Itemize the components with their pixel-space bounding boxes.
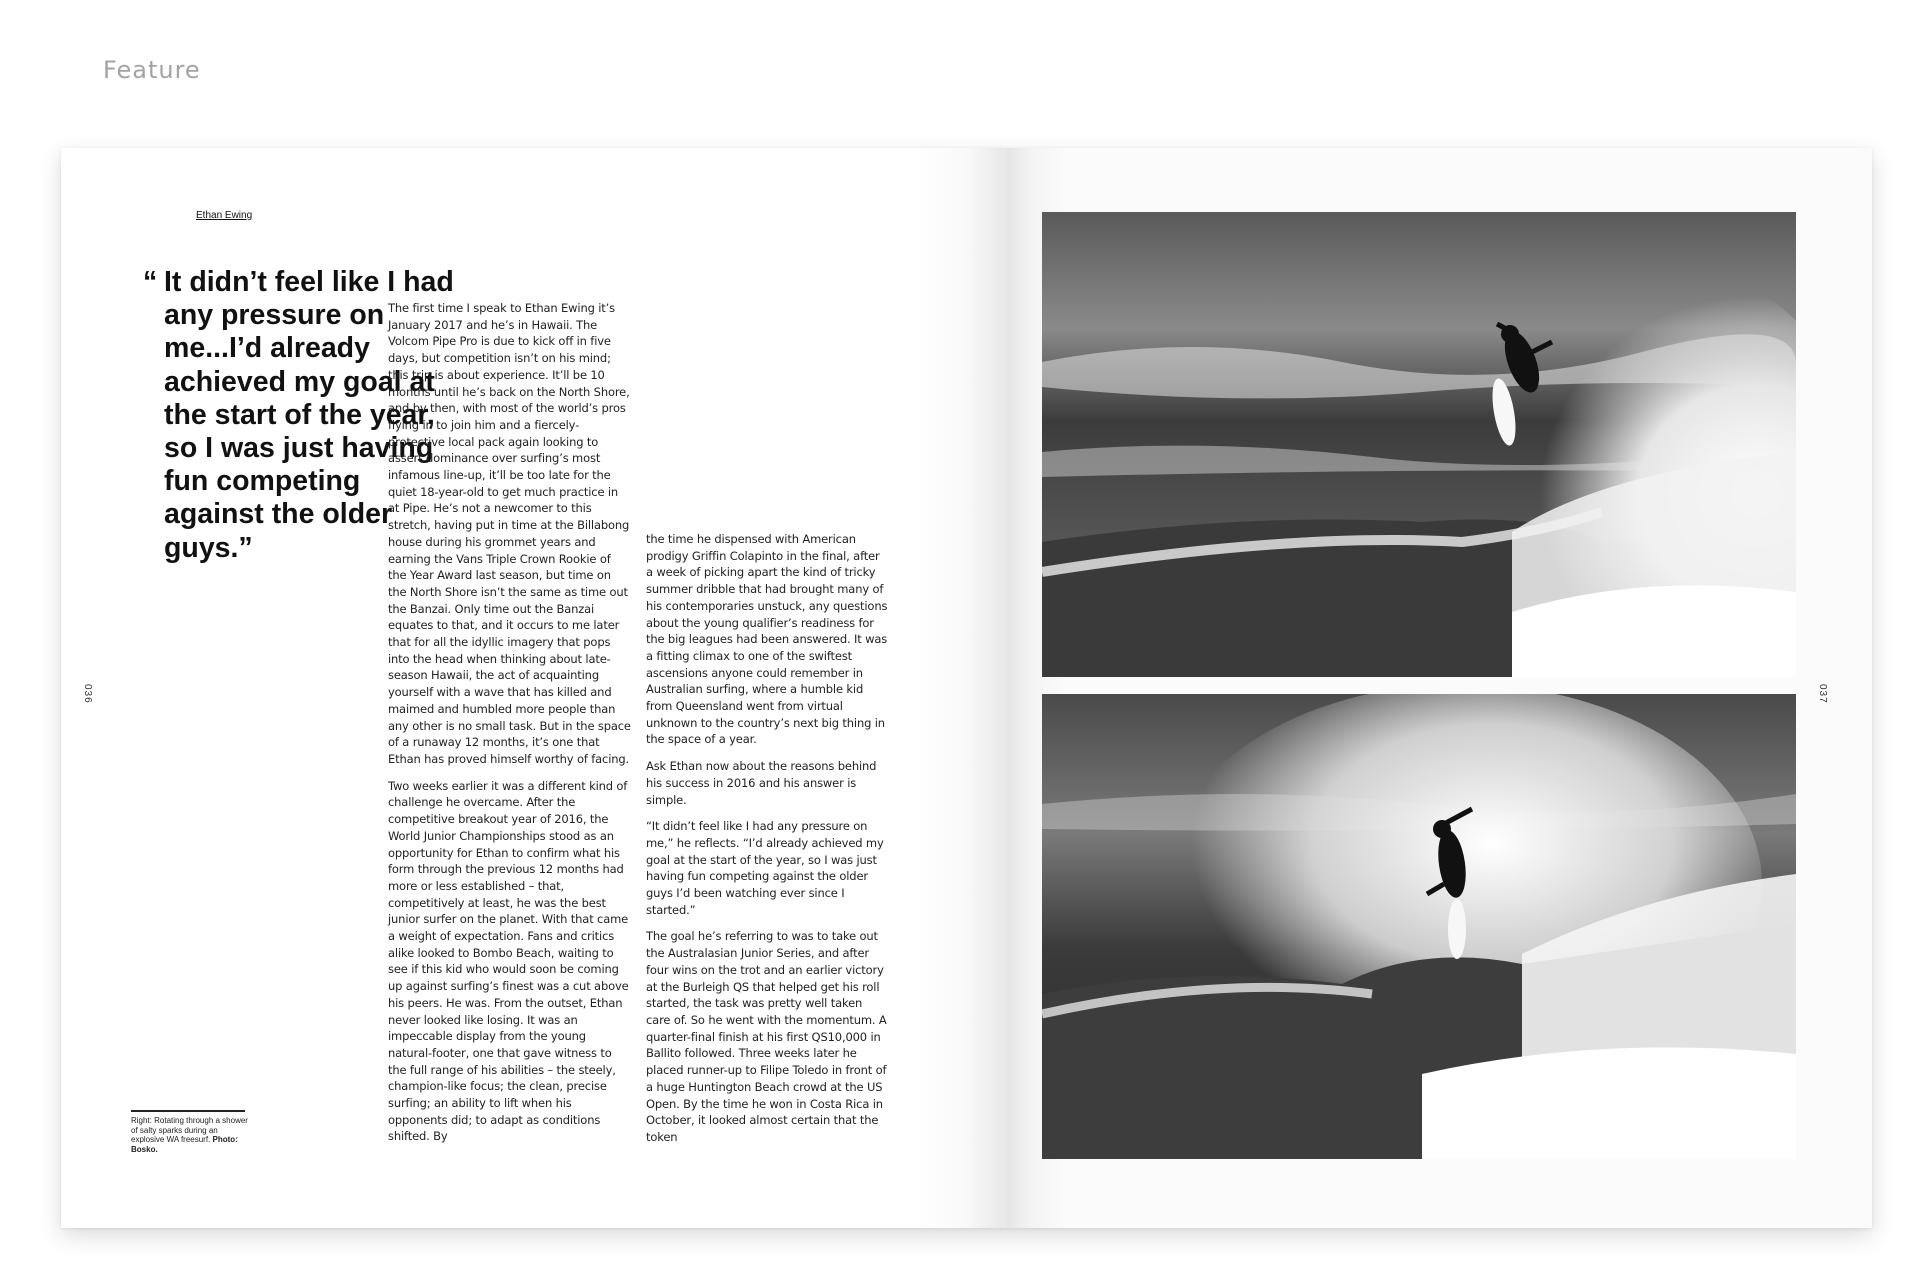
body-column-2 xyxy=(646,531,889,1156)
body-paragraph: Ask Ethan now about the reasons behind his success in 2016 and his answer is simple. xyxy=(646,759,877,807)
section-label: Feature xyxy=(103,56,201,84)
magazine-spread xyxy=(61,148,1872,1228)
photo-caption xyxy=(131,1116,251,1154)
body-paragraph: The goal he’s referring to was to take out the Australasian Junior Series, and after four wins on the trot and an earlier victory at the Burleigh QS that helped get his roll started, the task was pretty well taken care of. So he went with the momentum. A quarter-final finish at his first QS10,000 in Ballito followed. Three weeks later he placed runner-up to Filipe Toledo in front of a huge Huntington Beach crowd at the US Open. By the time he won in Costa Rica in October, it looked almost certain that the token xyxy=(646,929,887,1144)
caption-rule xyxy=(131,1110,245,1112)
page-number-left: 036 xyxy=(82,684,93,704)
surf-photo-bottom xyxy=(1042,694,1796,1159)
body-column-1 xyxy=(388,300,631,1155)
page-number-right: 037 xyxy=(1817,684,1828,704)
byline: Ethan Ewing xyxy=(196,210,253,221)
left-page xyxy=(61,148,1006,1228)
body-paragraph: Two weeks earlier it was a different kind of challenge he overcame. After the competitive breakout year of 2016, the World Junior Championships stood as an opportunity for Ethan to confirm what his form through the previous 12 months had more or less established – that, competitively at least, he was the best junior surfer on the planet. With that came a weight of expectation. Fans and critics alike looked to Bombo Beach, waiting to see if this kid who would soon be coming up against surfing’s finest was a cut above his peers. He was. From the outset, Ethan never looked like losing. It was an impeccable display from the young natural-footer, one that gave witness to the full range of his abilities – the steely, champion-like focus; the clean, precise surfing; an ability to lift when his opponents did; to adapt as conditions shifted. By xyxy=(388,778,629,1144)
body-paragraph: the time he dispensed with American prodigy Griffin Colapinto in the final, after a week of picking apart the kind of tricky summer dribble that had brought many of his contemporaries unstuck, any questions about the young qualifier’s readiness for the big leagues had been answered. It was a fitting climax to one of the swiftest ascensions anyone could remember in Australian surfing, where a humble kid from Queensland went from virtual unknown to the country’s next big thing in the space of a year. xyxy=(646,532,888,747)
pull-quote-text: It didn’t feel like I had any pressure on me...I’d already achieved my goal at the start of the year, so I was just having fun competing against the older guys.” xyxy=(164,266,454,564)
caption-text: Right: Rotating through a shower of salty sparks during an explosive WA freesurf. xyxy=(131,1116,248,1144)
gutter-shadow xyxy=(916,148,1006,1228)
surf-photo-top xyxy=(1042,212,1796,677)
body-paragraph: The first time I speak to Ethan Ewing it’s January 2017 and he’s in Hawaii. The Volcom Pipe Pro is due to kick off in five days, but competition isn’t on his mind; this trip is about experience. It’ll be 10 months until he’s back on the North Shore, and by then, with most of the world’s pros flying in to join him and a fiercely-protective local pack again looking to assert dominance over surfing’s most infamous line-up, it’ll be too late for the quiet 18-year-old to get much practice in at Pipe. He’s not a newcomer to this stretch, having put in time at the Billabong house during his grommet years and earning the Vans Triple Crown Rookie of the Year Award last season, but time on the North Shore isn’t the same as time out the Banzai. Only time out the Banzai equates to that, and it occurs to me later that for all the idyllic imagery that pops into the head when thinking about late-season Hawaii, the act of acquainting yourself with a wave that has killed and maimed and humbled more people than any other is no small task. But in the space of a runaway 12 months, it’s one that Ethan has proved himself worthy of facing. xyxy=(388,301,631,766)
caption-credit: Photo: Bosko. xyxy=(131,1135,238,1154)
pull-quote-open-mark: “ xyxy=(143,266,158,298)
right-page xyxy=(1006,148,1872,1228)
body-paragraph: “It didn’t feel like I had any pressure on me,” he reflects. “I’d already achieved my goal at the start of the year, so I was just having fun competing against the older guys I’d been watching ever since I started.” xyxy=(646,819,884,917)
